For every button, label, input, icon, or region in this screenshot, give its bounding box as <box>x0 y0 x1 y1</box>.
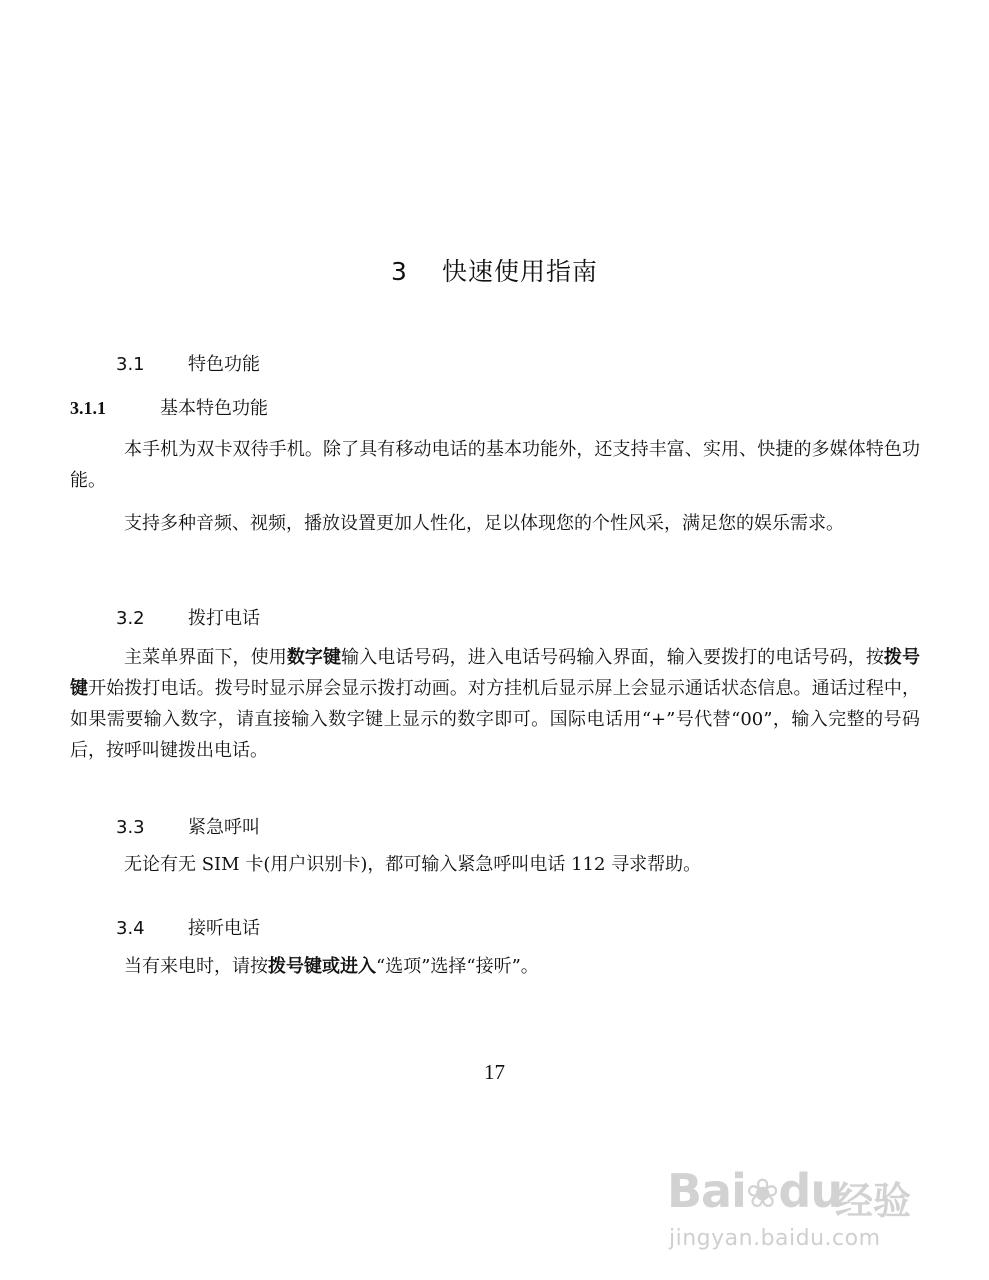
watermark-brand <box>667 1164 842 1218</box>
paragraph-emergency: 无论有无 SIM 卡(用户识别卡)，都可输入紧急呼叫电话 112 寻求帮助。 <box>124 854 702 875</box>
section-3-3-heading <box>116 813 260 839</box>
section-title: 接听电话 <box>188 918 260 939</box>
section-3-2-heading <box>116 604 260 630</box>
section-3-4-heading <box>116 914 260 940</box>
section-3-1-1-heading <box>70 394 268 420</box>
text-run: 开始拨打电话。拨号时显示屏会显示拨打动画。对方挂机后显示屏上会显示通话状态信息。通话过程中，如果需要输入数字，请直接输入数字键上显示的数字即可。国际电话用“+”号代替“00”，输入完整的号码后，按呼叫键拨出电话。 <box>70 678 921 761</box>
section-title: 特色功能 <box>188 354 260 375</box>
paragraph-answer <box>70 951 920 982</box>
text-run: 当有来电时，请按 <box>124 956 268 977</box>
section-title: 拨打电话 <box>188 608 260 629</box>
text-run: 主菜单界面下，使用 <box>124 647 287 668</box>
section-number: 3.1 <box>116 354 145 375</box>
watermark-url: jingyan.baidu.com <box>669 1226 881 1251</box>
paw-icon: ❀ <box>745 1171 779 1217</box>
section-number: 3.3 <box>116 817 145 838</box>
chapter-title-text: 快速使用指南 <box>441 257 598 286</box>
text-run: “选项”选择“接听”。 <box>376 956 539 977</box>
bold-term-dial-key: 拨号键或进入 <box>268 956 376 977</box>
watermark-jingyan: 经验 <box>835 1179 912 1223</box>
section-number: 3.2 <box>116 608 145 629</box>
section-title: 紧急呼叫 <box>188 817 260 838</box>
section-3-1-heading <box>116 350 260 376</box>
section-number: 3.4 <box>116 918 145 939</box>
brand-text: Bai <box>667 1164 746 1218</box>
bold-term-number-keys: 数字键 <box>286 647 342 668</box>
page-number: 17 <box>484 1060 505 1084</box>
baidu-watermark <box>667 1150 927 1260</box>
bold-term-dial-key: 拨号键 <box>70 647 921 699</box>
text-run: 输入电话号码，进入电话号码输入界面，输入要拨打的电话号码，按 <box>341 647 884 668</box>
paragraph-media: 支持多种音频、视频，播放设置更加人性化，足以体现您的个性风采，满足您的娱乐需求。 <box>124 513 844 534</box>
paragraph-dual-sim: 本手机为双卡双待手机。除了具有移动电话的基本功能外，还支持丰富、实用、快捷的多媒体特色功能。 <box>70 439 920 491</box>
chapter-number: 3 <box>391 257 408 286</box>
paragraph-dialing <box>70 642 920 766</box>
subsection-title: 基本特色功能 <box>160 398 268 419</box>
subsection-number: 3.1.1 <box>70 398 106 418</box>
chapter-title <box>0 252 989 288</box>
brand-text: du <box>778 1164 843 1218</box>
